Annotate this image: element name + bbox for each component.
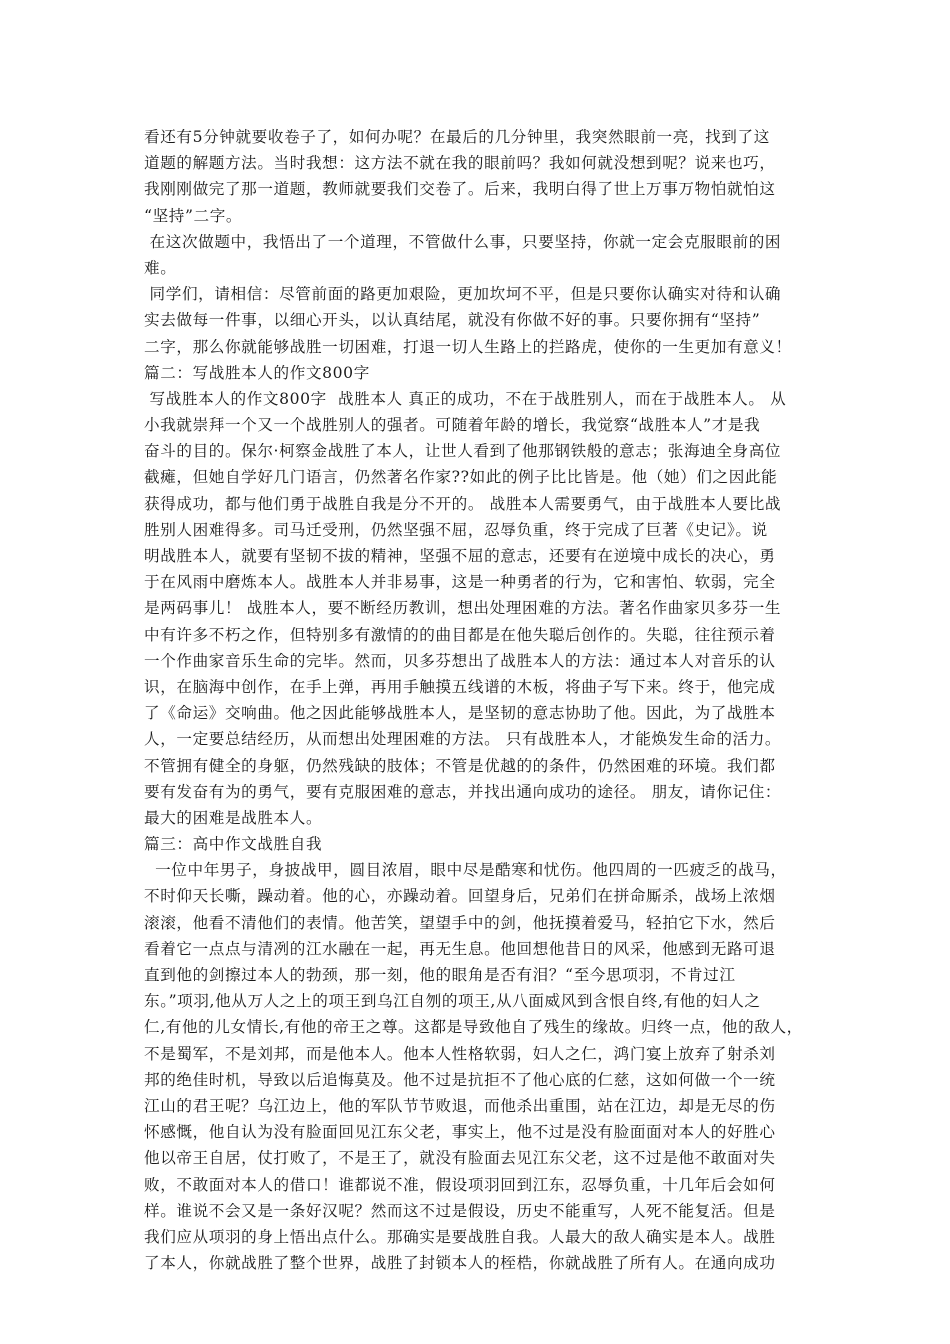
text-line: 看还有5分钟就要收卷子了，如何办呢？在最后的几分钟里，我突然眼前一亮，找到了这 (144, 128, 770, 146)
text-line: 我们应从项羽的身上悟出点什么。那确实是要战胜自我。人最大的敌人确实是本人。战胜 (144, 1227, 776, 1246)
text-line: 败，不敢面对本人的借口！谁都说不准，假设项羽回到江东，忍辱负重，十几年后会如何 (144, 1175, 776, 1194)
text-line: 获得成功，都与他们勇于战胜自我是分不开的。 战胜本人需要勇气，由于战胜本人要比战 (144, 494, 782, 513)
text-line: 截瘫，但她自学好几门语言，仍然著名作家??如此的例子比比皆是。他（她）们之因此能 (144, 468, 778, 487)
text-line: 邦的绝佳时机，导致以后追悔莫及。他不过是抗拒不了他心底的仁慈，这如何做一个一统 (144, 1070, 776, 1089)
text-line: 不时仰天长嘶，躁动着。他的心，亦躁动着。回望身后，兄弟们在拼命厮杀，战场上浓烟 (144, 887, 776, 906)
text-line: 了《命运》交响曲。他之因此能够战胜本人，是坚韧的意志协助了他。因此，为了战胜本 (144, 704, 776, 723)
text-line: 不是蜀军，不是刘邦，而是他本人。他本人性格软弱，妇人之仁，鸿门宴上放弃了射杀刘 (144, 1044, 776, 1063)
text-line: 识，在脑海中创作，在手上弹，再用手触摸五线谱的木板，将曲子写下来。终于，他完成 (144, 677, 776, 696)
text-line: “坚持”二字。 (144, 206, 243, 225)
text-line: 写战胜本人的作文800字 战胜本人 真正的成功，不在于战胜别人，而在于战胜本人。 从 (144, 389, 787, 408)
text-line: 怀感慨，他自认为没有脸面回见江东父老，事实上，他不过是没有脸面面对本人的好胜心 (144, 1123, 776, 1142)
text-line: 仁,有他的儿女情长,有他的帝王之尊。这都是导致他自了残生的缘故。归终一点，他的敌人， (144, 1018, 803, 1037)
text-line: 了本人，你就战胜了整个世界，战胜了封锁本人的桎梏，你就战胜了所有人。在通向成功 (144, 1254, 776, 1273)
text-line: 难。 (144, 258, 177, 277)
text-line: 中有许多不朽之作，但特别多有激情的的曲目都是在他失聪后创作的。失聪，往往预示着 (144, 625, 776, 644)
text-line: 同学们，请相信：尽管前面的路更加艰险，更加坎坷不平，但是只要你认确实对待和认确 (144, 285, 782, 304)
text-line: 江山的君王呢？乌江边上，他的军队节节败退，而他杀出重围，站在江边，却是无尽的伤 (144, 1096, 776, 1115)
text-line: 要有发奋有为的勇气，要有克服困难的意志，并找出通向成功的途径。 朋友，请你记住： (144, 782, 782, 801)
text-line: 在这次做题中，我悟出了一个道理，不管做什么事，只要坚持，你就一定会克服眼前的困 (144, 232, 782, 251)
text-line: 于在风雨中磨炼本人。战胜本人并非易事，这是一种勇者的行为，它和害怕、软弱，完全 (144, 573, 776, 592)
text-line: 最大的困难是战胜本人。 (144, 808, 323, 827)
text-line: 一个作曲家音乐生命的完毕。然而，贝多芬想出了战胜本人的方法：通过本人对音乐的认 (144, 651, 776, 670)
text-line: 我刚刚做完了那一道题，教师就要我们交卷了。后来，我明白得了世上万事万物怕就怕这 (144, 180, 776, 199)
document-body (144, 124, 810, 1276)
text-line: 滚滚，他看不清他们的表情。他苦笑，望望手中的剑，他抚摸着爱马，轻拍它下水，然后 (144, 913, 776, 932)
section-heading: 篇三：高中作文战胜自我 (144, 835, 323, 854)
text-line: 东。”项羽,他从万人之上的项王到乌江自刎的项王,从八面威风到含恨自终,有他的妇人之 (144, 992, 761, 1011)
text-line: 实去做每一件事，以细心开头，以认真结尾，就没有你做不好的事。只要你拥有“坚持” (144, 311, 761, 330)
text-line: 道题的解题方法。当时我想：这方法不就在我的眼前吗？我如何就没想到呢？说来也巧， (144, 154, 776, 173)
text-line: 一位中年男子，身披战甲，圆目浓眉，眼中尽是酷寒和忧伤。他四周的一匹疲乏的战马， (144, 861, 787, 880)
text-line: 不管拥有健全的身躯，仍然残缺的肢体；不管是优越的的条件，仍然困难的环境。我们都 (144, 756, 776, 775)
text-line: 他以帝王自居，仗打败了，不是王了，就没有脸面去见江东父老，这不过是他不敢面对失 (144, 1149, 776, 1168)
text-line: 是两码事儿！ 战胜本人，要不断经历教训，想出处理困难的方法。著名作曲家贝多芬一生 (144, 599, 782, 618)
text-line: 胜别人困难得多。司马迁受刑，仍然坚强不屈，忍辱负重，终于完成了巨著《史记》。说 (144, 520, 768, 539)
section-heading: 篇二：写战胜本人的作文800字 (144, 363, 370, 382)
text-line: 直到他的剑擦过本人的勃颈，那一刻，他的眼角是否有泪？“至今思项羽，不肯过江 (144, 966, 736, 984)
text-line: 二字，那么你就能够战胜一切困难，打退一切人生路上的拦路虎，使你的一生更加有意义！ (144, 337, 792, 356)
text-line: 样。谁说不会又是一条好汉呢？然而这不过是假设，历史不能重写，人死不能复活。但是 (144, 1201, 776, 1220)
text-line: 人，一定要总结经历，从而想出处理困难的方法。 只有战胜本人，才能焕发生命的活力。 (144, 730, 782, 749)
text-line: 奋斗的目的。保尔·柯察金战胜了本人，让世人看到了他那钢铁般的意志；张海迪全身高位 (144, 442, 782, 461)
text-line: 明战胜本人，就要有坚韧不拔的精神，坚强不屈的意志，还要有在逆境中成长的决心，勇 (144, 547, 776, 565)
text-line: 看着它一点点与清冽的江水融在一起，再无生息。他回想他昔日的风采，他感到无路可退 (144, 939, 776, 958)
text-line: 小我就崇拜一个又一个战胜别人的强者。可随着年龄的增长，我觉察“战胜本人”才是我 (144, 416, 761, 435)
